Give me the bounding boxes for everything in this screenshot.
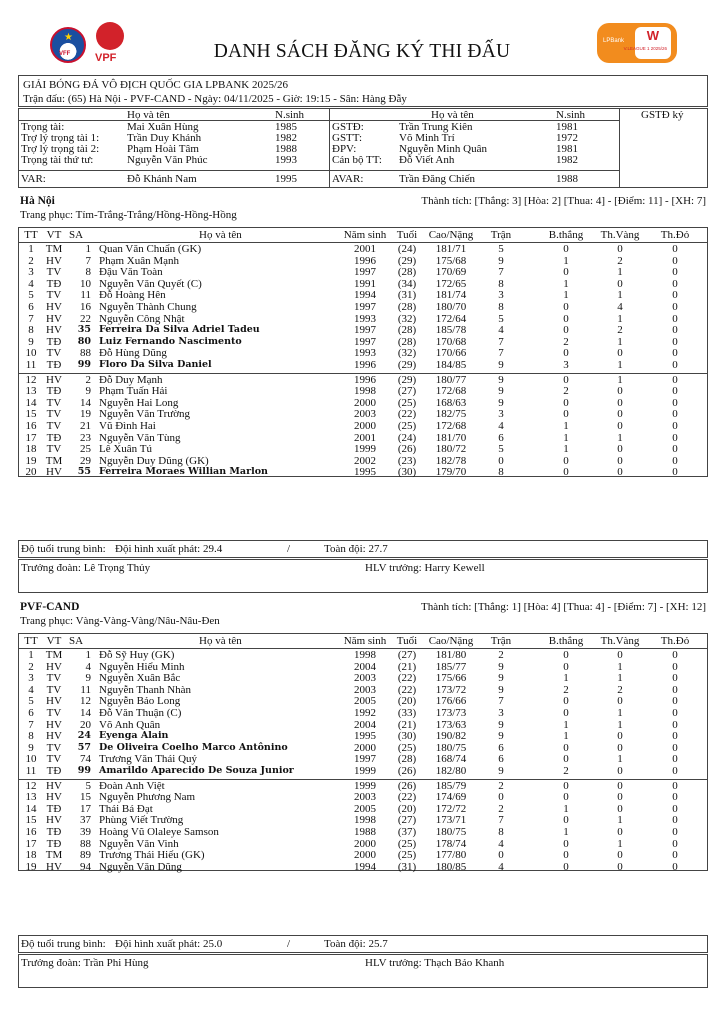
supervisor-signature-header: GSTĐ ký: [641, 109, 684, 121]
player-name: Nguyễn Công Nhật: [99, 312, 185, 325]
table-row: 2 HV 7 Phạm Xuân Mạnh 1996 (29) 175/68 9 1 2 0: [28, 254, 678, 267]
roster-header: TT VT SA Họ và tên Năm sinh Tuổi Cao/Nặng Trận B.thắng Th.Vàng Th.Đỏ: [24, 229, 690, 241]
player-name: Ferreira Moraes Willian Marlon: [99, 466, 268, 478]
table-row: 16 TĐ 39 Hoàng Vũ Olaleye Samson 1988 (37) 180/75 8 1 0 0: [25, 826, 678, 838]
table-row: 15 TV 19 Nguyễn Văn Trường 2003 (22) 182/75 3 0 0 0: [25, 408, 678, 421]
player-name: Luiz Fernando Nascimento: [99, 335, 242, 347]
player-name: Nguyễn Duy Dũng (GK): [99, 454, 209, 467]
player-name: Phạm Tuấn Hải: [99, 385, 168, 398]
table-row: 5 TV 11 Đỗ Hoàng Hên 1994 (31) 181/74 3 1 1 0: [28, 289, 678, 302]
table-row: 20 HV 55 Ferreira Moraes Willian Marlon 1995 (30) 179/70 8 0 0 0: [25, 466, 678, 479]
table-row: 13 HV 15 Nguyễn Phương Nam 2003 (22) 174/69 0 0 0 0: [25, 791, 678, 804]
team-staff-box: [18, 954, 708, 988]
player-name: Võ Anh Quân: [99, 718, 161, 731]
table-row: 13 TĐ 9 Phạm Tuấn Hải 1998 (27) 172/68 9 2 0 0: [25, 385, 678, 398]
player-name: Nguyễn Thanh Nhàn: [99, 683, 192, 696]
lpbank-vleague-logo: LPBank W V.LEAGUE 1 2025/26: [597, 23, 677, 63]
table-row: 12 HV 5 Đoàn Anh Việt 1999 (26) 185/79 2 0 0 0: [25, 779, 678, 792]
player-name: Nguyễn Văn Tùng: [99, 431, 181, 444]
player-name: Đỗ Hoàng Hên: [99, 289, 166, 302]
document-title: DANH SÁCH ĐĂNG KÝ THI ĐẤU: [213, 41, 511, 62]
table-row: 19 TM 29 Nguyễn Duy Dũng (GK) 2002 (23) 182/78 0 0 0 0: [25, 454, 678, 467]
match-info-box: [18, 75, 708, 107]
officials-table: Họ và tên N.sinh Họ và tên N.sinh GSTĐ ký Trọng tài: Mai Xuân Hùng 1985 Trợ lý trọng tài 1: Trần Duy Khánh 1982 Trợ lý trọng tài 2: Phạm Hoài Tâm 1988 Trọng tài thứ tư: Nguyễn Văn Phúc 1993 VAR: Đỗ Khánh Nam 1995 GSTĐ: Trần Trung Kiên 1981 GSTT: Võ Minh Trí 1972 ĐPV: Nguyễn Minh Quân 1981 Cán bộ TT: Đỗ Viết Anh 1982 AVAR: Trần Đăng Chiến 1988: [18, 108, 708, 188]
player-name: Nguyễn Văn Quyết (C): [99, 277, 202, 290]
head-coach: HLV trưởng: Harry Kewell: [365, 562, 485, 574]
player-name: Nguyễn Hai Long: [99, 396, 179, 409]
team-name: Hà Nội: [20, 195, 55, 207]
table-row: 16 TV 21 Vũ Đình Hai 2000 (25) 172/68 4 1 0 0: [25, 420, 678, 432]
table-row: 17 TĐ 88 Nguyễn Văn Vinh 2000 (25) 178/74 4 0 1 0: [25, 837, 678, 850]
table-row: 7 HV 22 Nguyễn Công Nhật 1993 (32) 172/64 5 0 1 0: [28, 312, 678, 325]
player-name: De Oliveira Coelho Marco Antônino: [99, 741, 288, 753]
league-name: GIẢI BÓNG ĐÁ VÔ ĐỊCH QUỐC GIA LPBANK 2025/26: [23, 79, 289, 91]
player-name: Phạm Xuân Mạnh: [99, 254, 180, 267]
table-row: 8 HV 24 Eyenga Alain 1995 (30) 190/82 9 1 0 0: [28, 730, 678, 743]
table-row: 10 TV 88 Đỗ Hùng Dũng 1993 (32) 170/66 7 0 0 0: [25, 347, 678, 360]
player-name: Nguyễn Thành Chung: [99, 301, 197, 313]
player-name: Nguyễn Văn Vinh: [99, 837, 179, 850]
player-name: Đỗ Hùng Dũng: [99, 347, 167, 360]
table-row: 14 TV 14 Nguyễn Hai Long 2000 (25) 168/63 9 0 0 0: [25, 396, 678, 409]
player-name: Nguyễn Phương Nam: [99, 791, 196, 804]
table-row: 10 TV 74 Trương Văn Thái Quý 1997 (28) 168/74 6 0 1 0: [25, 753, 678, 766]
table-row: 14 TĐ 17 Thái Bá Đạt 2005 (20) 172/72 2 1 0 0: [25, 802, 678, 815]
player-name: Đậu Văn Toàn: [99, 266, 163, 279]
player-name: Phùng Viết Trường: [99, 814, 184, 827]
player-name: Trương Thái Hiếu (GK): [99, 849, 205, 862]
team-record: Thành tích: [Thắng: 1] [Hòa: 4] [Thua: 4] - [Điểm: 7] - [XH: 12]: [421, 601, 706, 613]
player-name: Amarildo Aparecido De Souza Junior: [99, 765, 294, 776]
player-name: Đoàn Anh Việt: [99, 779, 165, 792]
table-row: 3 TV 8 Đậu Văn Toàn 1997 (28) 170/69 7 0 1 0: [28, 266, 678, 279]
player-name: Vũ Đình Hai: [99, 420, 156, 432]
vpf-logo-text: VPF: [95, 52, 117, 64]
player-name: Trương Văn Thái Quý: [99, 753, 198, 766]
table-row: 8 HV 35 Ferreira Da Silva Adriel Tadeu 1997 (28) 185/78 4 0 2 0: [28, 324, 678, 337]
average-age-box: Độ tuổi trung bình: Đội hình xuất phát: 25.0 / Toàn đội: 25.7: [18, 935, 708, 953]
player-name: Đỗ Sỹ Huy (GK): [99, 649, 175, 661]
table-row: 1 TM 1 Đỗ Sỹ Huy (GK) 1998 (27) 181/80 2 0 0 0: [28, 649, 678, 661]
roster-table: [18, 633, 708, 871]
star-icon: ★: [64, 32, 73, 43]
table-row: 4 TĐ 10 Nguyễn Văn Quyết (C) 1991 (34) 172/65 8 1 0 0: [28, 277, 678, 290]
player-name: Eyenga Alain: [99, 730, 169, 742]
average-age-box: Độ tuổi trung bình: Đội hình xuất phát: 29.4 / Toàn đội: 27.7: [18, 540, 708, 558]
player-name: Nguyễn Xuân Bắc: [99, 672, 181, 685]
team-manager: Trưởng đoàn: Lê Trọng Thủy: [21, 562, 151, 574]
player-name: Floro Da Silva Daniel: [99, 359, 212, 370]
table-row: 12 HV 2 Đỗ Duy Mạnh 1996 (29) 180/77 9 0 1 0: [25, 373, 678, 386]
table-row: 15 HV 37 Phùng Viết Trường 1998 (27) 173/71 7 0 1 0: [25, 814, 678, 827]
table-row: 5 HV 12 Nguyễn Bảo Long 2005 (20) 176/66 7 0 0 0: [28, 695, 678, 708]
team-kit: Trang phục: Tím-Trắng-Trắng/Hồng-Hồng-Hồng: [20, 209, 237, 221]
player-name: Đỗ Văn Thuận (C): [99, 707, 182, 719]
player-name: Lê Xuân Tú: [99, 443, 152, 456]
table-row: 6 HV 16 Nguyễn Thành Chung 1997 (28) 180/70 8 0 4 0: [28, 301, 678, 313]
team-staff-box: [18, 559, 708, 593]
vff-logo: ★ VFF: [50, 27, 86, 63]
player-name: Thái Bá Đạt: [99, 802, 153, 815]
table-row: 11 TĐ 99 Floro Da Silva Daniel 1996 (29) 184/85 9 3 1 0: [25, 359, 678, 371]
player-name: Hoàng Vũ Olaleye Samson: [99, 826, 219, 838]
table-row: 9 TV 57 De Oliveira Coelho Marco Antônino 2000 (25) 180/75 6 0 0 0: [28, 741, 678, 754]
table-row: 2 HV 4 Nguyễn Hiểu Minh 2004 (21) 185/77 9 0 1 0: [28, 660, 678, 673]
team-name: PVF-CAND: [20, 601, 80, 613]
roster-header: TT VT SA Họ và tên Năm sinh Tuổi Cao/Nặng Trận B.thắng Th.Vàng Th.Đỏ: [24, 635, 690, 647]
table-row: 11 TĐ 99 Amarildo Aparecido De Souza Junior 1999 (26) 182/80 9 2 0 0: [25, 765, 678, 777]
table-row: 1 TM 1 Quan Văn Chuẩn (GK) 2001 (24) 181/71 5 0 0 0: [28, 243, 678, 255]
player-name: Quan Văn Chuẩn (GK): [99, 243, 202, 255]
head-coach: HLV trưởng: Thạch Bảo Khanh: [365, 957, 505, 969]
roster-table: [18, 227, 708, 477]
table-row: 9 TĐ 80 Luiz Fernando Nascimento 1997 (28) 170/68 7 2 1 0: [28, 335, 678, 348]
player-name: Nguyễn Hiểu Minh: [99, 660, 185, 673]
player-name: Nguyễn Bảo Long: [99, 695, 181, 708]
table-row: 3 TV 9 Nguyễn Xuân Bắc 2003 (22) 175/66 9 1 1 0: [28, 672, 678, 685]
table-row: 4 TV 11 Nguyễn Thanh Nhàn 2003 (22) 173/72 9 2 2 0: [28, 683, 678, 696]
match-details: Trận đấu: (65) Hà Nội - PVF-CAND - Ngày: 04/11/2025 - Giờ: 19:15 - Sân: Hàng Đẫy: [23, 93, 407, 105]
player-name: Nguyễn Văn Trường: [99, 408, 191, 421]
table-row: 18 TV 25 Lê Xuân Tú 1999 (26) 180/72 5 1 0 0: [25, 443, 678, 456]
table-row: 18 TM 89 Trương Thái Hiếu (GK) 2000 (25) 177/80 0 0 0 0: [25, 849, 678, 862]
table-row: 19 HV 94 Nguyễn Văn Dũng 1994 (31) 180/85 4 0 0 0: [25, 860, 678, 873]
team-kit: Trang phục: Vàng-Vàng-Vàng/Nâu-Nâu-Đen: [20, 615, 220, 627]
player-name: Đỗ Duy Mạnh: [99, 373, 163, 386]
player-name: Ferreira Da Silva Adriel Tadeu: [99, 324, 260, 336]
player-name: Nguyễn Văn Dũng: [99, 860, 182, 873]
team-record: Thành tích: [Thắng: 3] [Hòa: 2] [Thua: 4] - [Điểm: 11] - [XH: 7]: [421, 195, 706, 207]
table-row: 6 TV 14 Đỗ Văn Thuận (C) 1992 (33) 173/73 3 0 1 0: [28, 707, 678, 719]
table-row: 7 HV 20 Võ Anh Quân 2004 (21) 173/63 9 1 1 0: [28, 718, 678, 731]
table-row: 17 TĐ 23 Nguyễn Văn Tùng 2001 (24) 181/70 6 1 1 0: [25, 431, 678, 444]
team-manager: Trưởng đoàn: Trần Phi Hùng: [21, 957, 149, 969]
